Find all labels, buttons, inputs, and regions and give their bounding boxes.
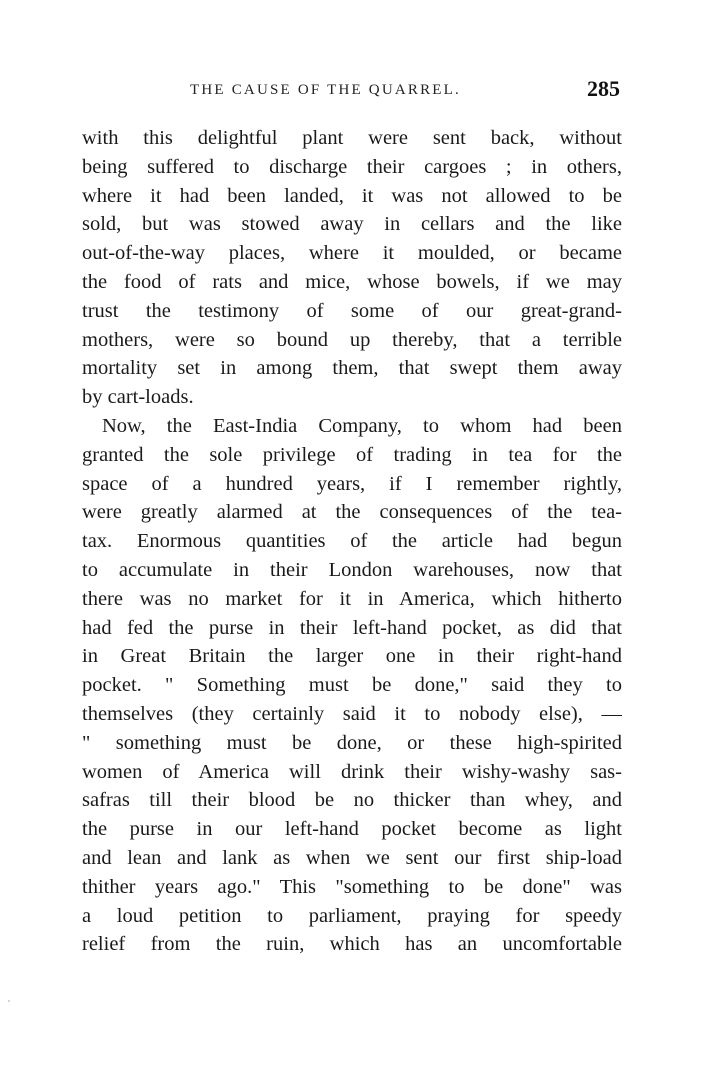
text-line: the food of rats and mice, whose bowels, if we may [82,270,622,293]
text-line: women of America will drink their wishy-washy sas- [82,760,622,783]
text-line: mortality set in among them, that swept them away [82,357,622,380]
text-line: safras till their blood be no thicker than whey, and [82,789,622,812]
text-line: space of a hundred years, if I remember rightly, [82,472,622,495]
text-line: pocket. " Something must be done," said they to [82,674,622,697]
running-title: THE CAUSE OF THE QUARREL. [190,82,461,98]
text-line: relief from the ruin, which has an uncomfortable [82,933,622,956]
text-line: to accumulate in their London warehouses, now that [82,558,622,581]
text-line: and lean and lank as when we sent our first ship-load [82,846,622,869]
text-line: where it had been landed, it was not allowed to be [82,184,622,207]
text-line: the purse in our left-hand pocket become as light [82,818,622,841]
text-line: " something must be done, or these high-spirited [82,731,622,754]
text-line: in Great Britain the larger one in their right-hand [82,645,622,668]
text-line: were greatly alarmed at the consequences of the tea- [82,501,622,524]
text-line: there was no market for it in America, which hitherto [82,587,622,610]
paragraph-end-line: by cart-loads. [82,386,194,409]
text-line: being suffered to discharge their cargoes ; in others, [82,155,622,178]
paper-speck [8,1000,10,1002]
text-line: sold, but was stowed away in cellars and the like [82,213,622,236]
running-head [82,76,622,106]
text-line: thither years ago." This "something to be done" was [82,875,622,898]
body-text [82,124,622,959]
text-line: with this delightful plant were sent back, without [82,127,622,149]
page-number: 285 [587,76,620,101]
text-line: a loud petition to parliament, praying for speedy [82,904,622,927]
text-line: out-of-the-way places, where it moulded, or became [82,242,622,265]
paragraph-start-line: Now, the East-India Company, to whom had been [102,414,622,437]
text-line: tax. Enormous quantities of the article had begun [82,530,622,553]
text-line: had fed the purse in their left-hand pocket, as did that [82,616,622,639]
text-line: mothers, were so bound up thereby, that a terrible [82,328,622,351]
text-line: trust the testimony of some of our great-grand- [82,299,622,322]
text-line: granted the sole privilege of trading in tea for the [82,443,622,466]
text-line: themselves (they certainly said it to nobody else), — [82,702,622,725]
